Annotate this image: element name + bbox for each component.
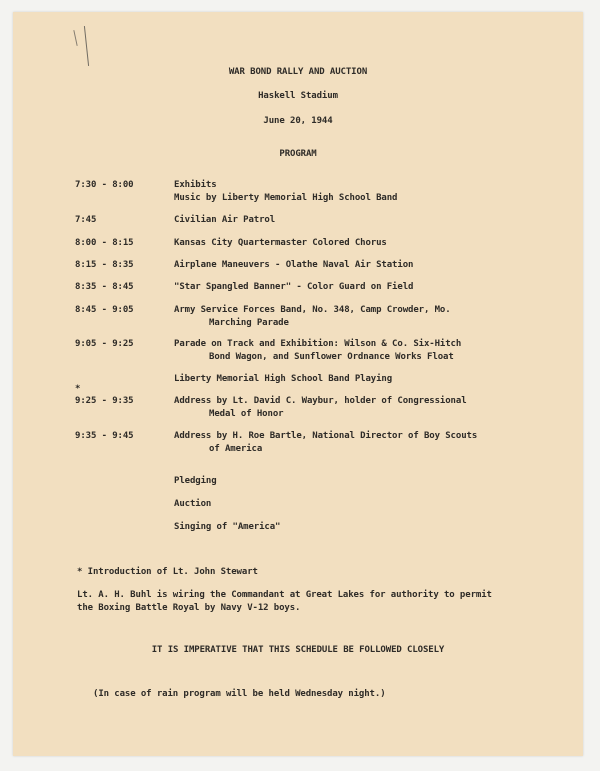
schedule-event: Bond Wagon, and Sunflower Ordnance Works Float — [209, 352, 454, 362]
schedule-event: Music by Liberty Memorial High School Band — [174, 193, 398, 203]
closing-item: Pledging — [174, 476, 217, 486]
document-page — [13, 12, 583, 756]
schedule-time: 9:35 - 9:45 — [75, 431, 134, 441]
pencil-mark — [84, 26, 89, 66]
wiring-note: the Boxing Battle Royal by Navy V-12 boys. — [77, 603, 301, 613]
closing-item: Auction — [174, 499, 212, 509]
schedule-time: 7:45 — [75, 215, 97, 225]
date: June 20, 1944 — [263, 116, 333, 126]
schedule-time: 8:35 - 8:45 — [75, 282, 134, 292]
schedule-event: Kansas City Quartermaster Colored Chorus — [174, 238, 387, 248]
schedule-time: 8:45 - 9:05 — [75, 305, 134, 315]
pencil-mark — [73, 30, 77, 46]
schedule-event: Exhibits — [174, 180, 217, 190]
venue: Haskell Stadium — [258, 91, 338, 101]
schedule-event: Marching Parade — [209, 318, 289, 328]
schedule-event: Address by H. Roe Bartle, National Director of Boy Scouts — [174, 431, 478, 441]
schedule-event: Army Service Forces Band, No. 348, Camp Crowder, Mo. — [174, 305, 451, 315]
schedule-event: "Star Spangled Banner" - Color Guard on Field — [174, 282, 414, 292]
closing-item: Singing of "America" — [174, 522, 281, 532]
wiring-note: Lt. A. H. Buhl is wiring the Commandant at Great Lakes for authority to permit — [77, 590, 492, 600]
schedule-time: 8:00 - 8:15 — [75, 238, 134, 248]
schedule-event: of America — [209, 444, 263, 454]
schedule-event: Address by Lt. David C. Waybur, holder of Congressional — [174, 396, 467, 406]
schedule-event: Parade on Track and Exhibition: Wilson & Co. Six-Hitch — [174, 339, 462, 349]
schedule-event: Civilian Air Patrol — [174, 215, 276, 225]
section-heading: PROGRAM — [279, 149, 317, 159]
asterisk-mark: * — [75, 384, 81, 394]
schedule-time: 9:05 - 9:25 — [75, 339, 134, 349]
document-title: WAR BOND RALLY AND AUCTION — [228, 67, 368, 77]
schedule-time: 9:25 - 9:35 — [75, 396, 134, 406]
schedule-event: Airplane Maneuvers - Olathe Naval Air Station — [174, 260, 414, 270]
rain-note: (In case of rain program will be held Wednesday night.) — [93, 689, 386, 699]
schedule-event: Medal of Honor — [209, 409, 284, 419]
introduction-note: * Introduction of Lt. John Stewart — [77, 567, 258, 577]
schedule-event: Liberty Memorial High School Band Playing — [174, 374, 393, 384]
imperative-note: IT IS IMPERATIVE THAT THIS SCHEDULE BE FOLLOWED CLOSELY — [151, 645, 445, 655]
schedule-time: 7:30 - 8:00 — [75, 180, 134, 190]
schedule-time: 8:15 - 8:35 — [75, 260, 134, 270]
